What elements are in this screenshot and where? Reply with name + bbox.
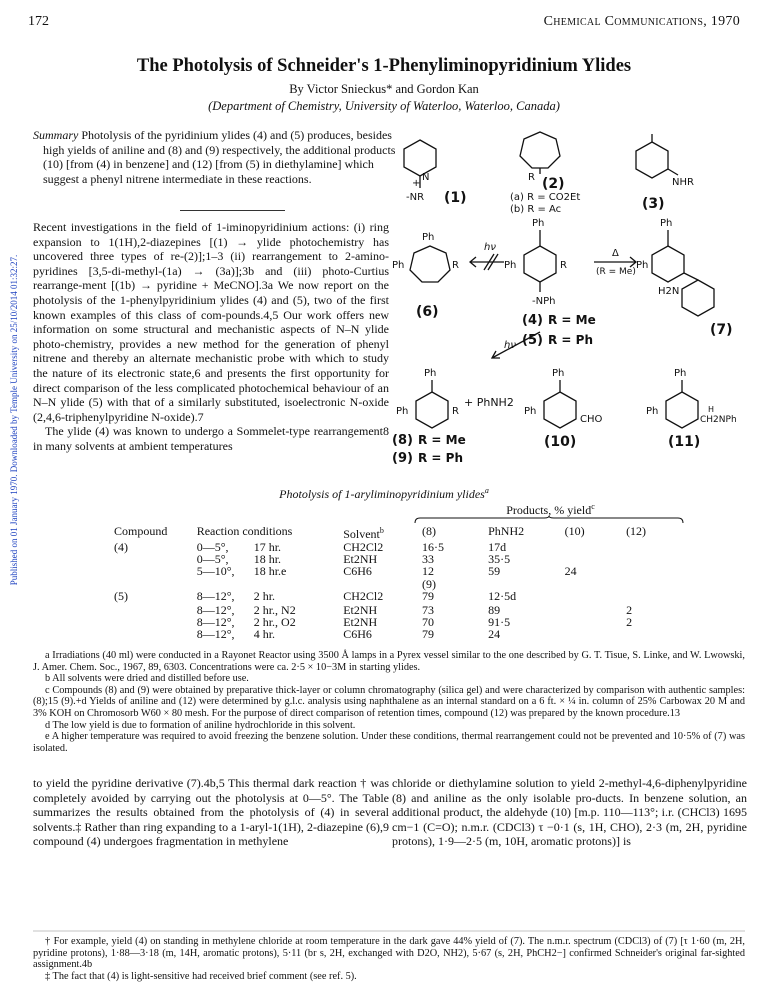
cell-p12: 2 (626, 602, 633, 617)
cell-compound: (5) (114, 588, 128, 603)
substituent-r: R (528, 172, 535, 183)
cell-p12 (622, 565, 670, 577)
cell-aniline (484, 578, 561, 590)
cell-temp: 0—5°, (196, 540, 229, 554)
cell-aniline: 35·5 (488, 552, 511, 567)
cell-p12 (622, 590, 670, 604)
ph-8-top: Ph (424, 368, 437, 379)
cell-temp: 8—12°, (196, 615, 235, 630)
cell-time: 18 hr. (253, 552, 282, 567)
col-compound: Compound (114, 524, 168, 538)
cell-aniline: 24 (488, 627, 501, 642)
cell-p12 (622, 541, 670, 553)
cell-aniline: 59 (488, 564, 501, 579)
col-aniline: PhNH2 (488, 524, 525, 538)
nph-4: -NPh (532, 296, 556, 307)
cell-time: 2 hr. (253, 588, 276, 603)
cell-temp: 5—10°, (196, 564, 235, 579)
cell-time: 18 hr.e (253, 564, 287, 579)
cho-10: CHO (580, 414, 603, 425)
compound-label-7: (7) (710, 322, 733, 338)
cell-time: 2 hr., O2 (253, 615, 296, 630)
substituent-8: R = Me (418, 433, 466, 447)
footnote-ddagger: ‡ The fact that (4) is light-sensitive had received brief comment (see ref. 5). (45, 970, 357, 982)
cell-p12 (622, 578, 670, 590)
footnote-a: a Irradiations (40 ml) were conducted in a Rayonet Reactor using 3500 Å lamps in a Pyrex vessel similar to the one described by G. T. Tisue, S. Linke, and W. Lwowski, J. Amer. Chem. Soc., 1967, 89, 6303. Concentrations were ca. 2·5 × 10−3M in starting ylides. (33, 650, 745, 673)
table-caption (0, 486, 768, 502)
cell-compound (110, 616, 193, 628)
cell-compound (110, 578, 193, 590)
cell-aniline: 89 (488, 602, 501, 617)
ph-7-left: Ph (636, 260, 649, 271)
cell-aniline: 91·5 (488, 615, 511, 630)
r-4: R (560, 260, 567, 271)
substituent-5: R = Ph (548, 333, 593, 347)
substituent-4: R = Me (548, 313, 596, 327)
col-12: (12) (626, 524, 647, 538)
table-row (110, 590, 670, 604)
cell-temp (193, 578, 250, 590)
cell-solvent: Et2NH (343, 615, 378, 630)
body-left-column (33, 220, 389, 454)
hv-label-2: hν (504, 340, 516, 351)
table-row (110, 628, 670, 640)
cell-p10 (561, 628, 622, 640)
ph-8-left: Ph (396, 406, 409, 417)
cell-temp: 8—12°, (196, 602, 235, 617)
ph-10-top: Ph (552, 368, 565, 379)
table-row (110, 553, 670, 565)
table-row (110, 565, 670, 577)
ph-10-left: Ph (524, 406, 537, 417)
cell-solvent: C6H6 (343, 627, 372, 642)
table-header-row (110, 503, 670, 541)
cell-p8: (9) (422, 576, 436, 591)
body-paragraph-2: The ylide (4) was known to undergo a Sommelet-type rearrangement8 in many solvents at ambient temperatures (33, 424, 389, 453)
substituent-2a: (a) R = CO2Et (510, 192, 581, 203)
article-affiliation: (Department of Chemistry, University of Waterloo, Waterloo, Canada) (208, 99, 560, 113)
cell-compound (110, 553, 193, 565)
cell-compound: (4) (114, 540, 128, 554)
cell-p12: 2 (626, 615, 633, 630)
article-title: The Photolysis of Schneider's 1-Phenyliminopyridinium Ylides (136, 56, 632, 76)
cell-solvent: Et2NH (343, 552, 378, 567)
compound-label-5: (5) (522, 333, 543, 348)
substituent-9: R = Ph (418, 451, 463, 465)
table-row (110, 541, 670, 553)
h2n-7: H2N (658, 286, 680, 297)
download-watermark-text: Published on 01 January 1970. Downloaded by Temple University on 25/10/2014 01:32:27. (9, 254, 19, 586)
compound-label-10: (10) (544, 434, 577, 450)
compound-label-8: (8) (392, 433, 413, 448)
footnote-rule (33, 930, 745, 932)
heat-condition: (R = Me) (596, 267, 636, 277)
ph-6-top: Ph (422, 232, 435, 243)
compound-label-4: (4) (522, 313, 543, 328)
h-11: H (708, 405, 715, 414)
col-solvent-mark: b (379, 526, 384, 535)
substituent-nhr: NHR (672, 177, 694, 188)
cell-time (250, 578, 340, 590)
cell-p8: 16·5 (422, 540, 444, 554)
ph-6-left: Ph (392, 260, 405, 271)
cell-aniline: 17d (488, 540, 507, 554)
compound-label-3: (3) (642, 196, 665, 212)
ph-7-top: Ph (660, 218, 673, 229)
compound-label-2: (2) (542, 176, 565, 192)
cell-p10 (561, 578, 622, 590)
compound-label-9: (9) (392, 451, 413, 466)
article-authors: By Victor Snieckus* and Gordon Kan (289, 82, 479, 96)
cell-solvent (339, 578, 418, 590)
r-6: R (452, 260, 459, 271)
download-watermark (2, 150, 19, 690)
compound-label-6: (6) (416, 304, 439, 320)
journal-header: Chemical Communications, 1970 (543, 14, 740, 29)
cell-solvent: CH2Cl2 (343, 588, 384, 603)
cell-solvent: CH2Cl2 (343, 540, 384, 554)
page-number: 172 (28, 14, 49, 29)
cell-temp: 8—12°, (196, 627, 235, 642)
col-solvent-text: Solvent (343, 527, 380, 541)
summary-block (33, 128, 399, 186)
cell-time: 17 hr. (253, 540, 282, 554)
cell-compound (110, 565, 193, 577)
cell-p10 (561, 616, 622, 628)
substituent-plus: + (412, 178, 421, 189)
cell-time: 2 hr., N2 (253, 602, 296, 617)
table-caption-text: Photolysis of 1-aryliminopyridinium ylides (279, 487, 485, 501)
products-header-mark: c (591, 502, 595, 511)
cell-aniline: 12·5d (488, 588, 517, 603)
col-10: (10) (564, 524, 585, 538)
summary-divider (180, 210, 285, 211)
cell-compound (110, 628, 193, 640)
cell-temp: 0—5°, (196, 552, 229, 567)
cell-p8: 79 (422, 627, 434, 642)
compound-label-1: (1) (444, 190, 467, 206)
ph-4-left: Ph (504, 260, 517, 271)
r-8: R (452, 406, 459, 417)
cell-p12 (622, 553, 670, 565)
plus-aniline: + PhNH2 (464, 396, 514, 409)
table-row (110, 616, 670, 628)
ph-11-left: Ph (646, 406, 659, 417)
cell-p10 (561, 604, 622, 616)
ph-4-top: Ph (532, 218, 545, 229)
cell-solvent: Et2NH (343, 602, 378, 617)
table-footnotes (33, 650, 745, 754)
results-table (110, 503, 670, 640)
ph-11-top: Ph (674, 368, 687, 379)
ch2nph-11: CH2NPh (700, 415, 737, 425)
cell-p8: 79 (422, 588, 434, 603)
footnote-b: b All solvents were dried and distilled before use. (45, 673, 249, 685)
reaction-scheme (392, 122, 747, 467)
substituent-nr: -NR (406, 192, 425, 203)
substituent-2b: (b) R = Ac (510, 204, 562, 215)
table-row (110, 604, 670, 616)
cell-temp: 8—12°, (196, 588, 235, 603)
cell-p8: 70 (422, 615, 434, 630)
continuation-right: chloride or diethylamine solution to yield 2-methyl-4,6-diphenylpyridine (8) and aniline as the only isolable pro-ducts. In benzene solution, an additional product, the aldehyde (10) [m.p. 110—113°; i.r. (CHCl3) 1695 cm−1 (C=O); n.m.r. (CDCl3) τ −0·1 (s, 1H, CHO), 2·3 (m, 2H, pyridine protons), 1·9—2·5 (m, 10H, aromatic protons)] is (392, 776, 747, 849)
footnote-dagger: † For example, yield (4) on standing in methylene chloride at room temperature in the dark gave 44% yield of (7). The n.m.r. spectrum (CDCl3) of (7) [τ 1·60 (m, 2H, pyridine protons), 1·88—3·18 (m, 14H, aromatic protons), 5·11 (br s, 2H, exchanged with D2O, NH2), 5·67 (s, 2H, PhCH2−] confirmed Schneider's original far-sighted assignment.4b (33, 936, 745, 971)
cell-time: 4 hr. (253, 627, 276, 642)
hv-label-1: hν (484, 242, 496, 253)
footnote-d: d The low yield is due to formation of aniline hydrochloride in this solvent. (45, 719, 356, 731)
table-caption-mark: a (484, 486, 489, 495)
compound-label-11: (11) (668, 434, 701, 450)
page-footnotes (33, 936, 745, 982)
cell-p10 (561, 541, 622, 553)
continuation-left: to yield the pyridine derivative (7).4b,5 This thermal dark reaction † was completely avoided by carrying out the photolysis at 0—5°. The Table summarizes the results obtained from the photolysis of (4) in several solvents.‡ Rather than ring expanding to a 1-aryl-1(1H), 2-diazepine (6),9 compound (4) undergoes fragmentation in methylene (33, 776, 389, 849)
footnote-e: e A higher temperature was required to avoid freezing the benzene solution. Under these conditions, thermal rearrangement could not be prevented and 10·5% of (7) was isolated. (33, 731, 745, 754)
table-row (110, 578, 670, 590)
body-paragraph-1: Recent investigations in the field of 1-iminopyridinium actions: (i) ring expansion to 1(1H),2-diazepines [(1) → ylide photochemistry has uncovered three types of re-(2)];1–3 (ii) rearrangement to 2-amino-pyridines [3,5-di-methyl-(1a) → (3a)];3b and (iii) photo-Curtius rearrange-ment [(1b) → pyridine + MeCNO].3a We now report on the photolysis of the 1-phenylpyridinium ylides (4) and (5), two of the first known examples of this class of com-pounds.4,5 Our work offers new information on some structural and mechanistic aspects of N–N ylide photo-chemistry, provides a new method for the generation of phenyl nitrene and thereby an alternate mechanistic probe with which to study the nature of its electronic state,6 and presents the first opportunity for direct comparison of the less complicated photochemical behaviour of an N–N ylide (5) with that of a similarly substituted, isoelectronic N-oxide (2,4,6-triphenylpyridine N-oxide).7 (33, 220, 389, 424)
cell-solvent: C6H6 (343, 564, 372, 579)
summary-label: Summary (33, 128, 79, 142)
footnote-c: c Compounds (8) and (9) were obtained by preparative thick-layer or column chromatography (silica gel) and were characterized by comparison with authentic samples: (8);15 (9).+d Yields of aniline and (12) were determined by g.l.c. analysis using naphthalene as an internal standard on a 6 ft. × ¼ in. column of 25% Carbowax 20 M and 3% KOH on Chromosorb W60 × 80 mesh. For the purpose of direct comparison of retention times, compound (12) was prepared by the known procedure.13 (33, 684, 745, 719)
substituent-n: N (422, 172, 430, 183)
cell-p12 (622, 628, 670, 640)
cell-p8: 33 (422, 552, 434, 567)
cell-p10 (561, 590, 622, 604)
col-solvent (339, 503, 418, 541)
col-8: (8) (422, 524, 436, 538)
cell-p10: 24 (564, 564, 577, 579)
cell-p8: 73 (422, 602, 434, 617)
cell-compound (110, 604, 193, 616)
products-header-text: Products, % yield (506, 503, 592, 517)
cell-p8: 12 (422, 564, 434, 579)
col-conditions: Reaction conditions (196, 524, 293, 538)
delta-label: Δ (612, 248, 619, 259)
summary-text: Photolysis of the pyridinium ylides (4) and (5) produces, besides high yields of aniline and (8) and (9) respectively, the additional products (10) [from (4) in benzene] and (12) [from (5) in diethylamine] which suggest a phenyl nitrene intermediate in these reactions. (43, 128, 396, 186)
